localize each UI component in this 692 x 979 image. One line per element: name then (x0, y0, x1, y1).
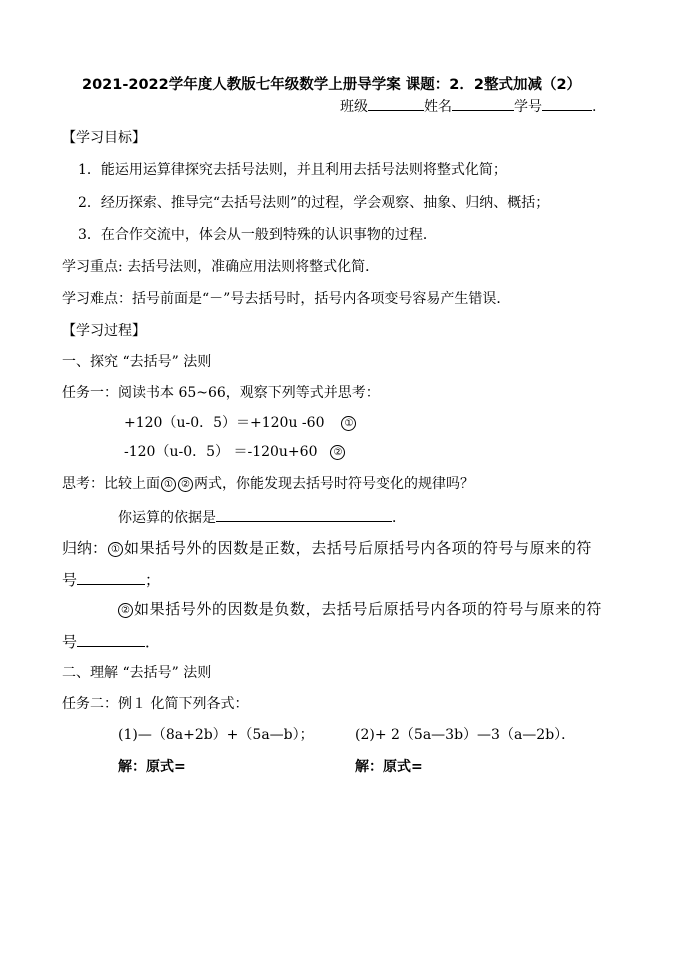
summary-1-text: 如果括号外的因数是正数，去括号后原括号内各项的符号与原来的符 (124, 539, 593, 557)
objective-3: 3．在合作交流中，体会从一般到特殊的认识事物的过程． (78, 227, 437, 243)
page-title: 2021-2022学年度人教版七年级数学上册导学案 课题：2．2整式加减（2） (82, 77, 582, 93)
summary-1-end: ； (145, 571, 161, 589)
circled-1-icon: ① (341, 416, 356, 431)
summary-2-text: 如果括号外的因数是负数，去括号后原括号内各项的符号与原来的符 (134, 600, 603, 618)
equation-2-text: -120（u-0．5） ＝-120u+60 (124, 444, 318, 460)
solution-1-label: 解：原式= (118, 759, 186, 775)
equation-1-text: +120（u-0．5）＝+120u -60 (124, 415, 325, 431)
equation-1 (124, 414, 357, 432)
basis-end: ． (392, 510, 406, 526)
info-end: . (592, 99, 597, 115)
summary-2-field[interactable] (77, 632, 145, 647)
summary-2-continued (62, 632, 160, 651)
basis-label: 你运算的依据是 (118, 510, 216, 526)
basis-field[interactable] (216, 507, 392, 522)
summary-1-continued (62, 570, 160, 589)
process-heading: 【学习过程】 (62, 323, 146, 339)
learning-focus: 学习重点: 去括号法则，准确应用法则将整式化简． (62, 259, 380, 275)
circled-2-icon: ② (178, 477, 193, 492)
objective-1: 1．能运用运算律探究去括号法则，并且利用去括号法则将整式化简； (78, 162, 507, 178)
summary-1-cont-text: 号 (62, 571, 78, 589)
summary-2 (117, 600, 602, 618)
circled-1-icon: ① (108, 542, 123, 557)
learning-difficulty: 学习难点：括号前面是“－”号去括号时，括号内各项变号容易产生错误． (62, 291, 511, 307)
section-1-heading: 一、探究 “去括号” 法则 (62, 354, 212, 370)
example-2: (2)+ 2（5a—3b）—3（a—2b）． (355, 727, 576, 743)
task-2: 任务二：例１ 化简下列各式： (62, 696, 249, 712)
number-label: 学号 (514, 99, 542, 115)
class-field[interactable] (368, 96, 424, 111)
think-question (62, 475, 474, 493)
objective-2: 2．经历探索、推导完“去括号法则”的过程，学会观察、抽象、归纳、概括； (78, 195, 550, 211)
solution-2-label: 解：原式= (355, 759, 423, 775)
summary-1 (62, 539, 592, 557)
name-field[interactable] (452, 96, 514, 111)
circled-1-icon: ① (161, 477, 176, 492)
summary-2-cont-text: 号 (62, 633, 78, 651)
circled-2-icon: ② (118, 603, 133, 618)
example-1: (1)—（8a+2b）+（5a—b）； (118, 727, 314, 743)
section-2-heading: 二、理解 “去括号” 法则 (62, 665, 212, 681)
summary-2-end: ． (145, 633, 161, 651)
summary-label: 归纳： (62, 539, 108, 557)
class-label: 班级 (340, 99, 368, 115)
task-1: 任务一：阅读书本 65~66，观察下列等式并思考： (62, 385, 380, 401)
think-text-a: 思考：比较上面 (62, 476, 160, 492)
basis-line (118, 507, 406, 527)
objectives-heading: 【学习目标】 (62, 130, 146, 146)
think-text-b: 两式，你能发现去括号时符号变化的规律吗？ (194, 476, 474, 492)
equation-2 (124, 443, 346, 461)
summary-1-field[interactable] (77, 570, 145, 585)
student-info-line (340, 96, 596, 116)
number-field[interactable] (542, 96, 592, 111)
circled-2-icon: ② (330, 445, 345, 460)
name-label: 姓名 (424, 99, 452, 115)
